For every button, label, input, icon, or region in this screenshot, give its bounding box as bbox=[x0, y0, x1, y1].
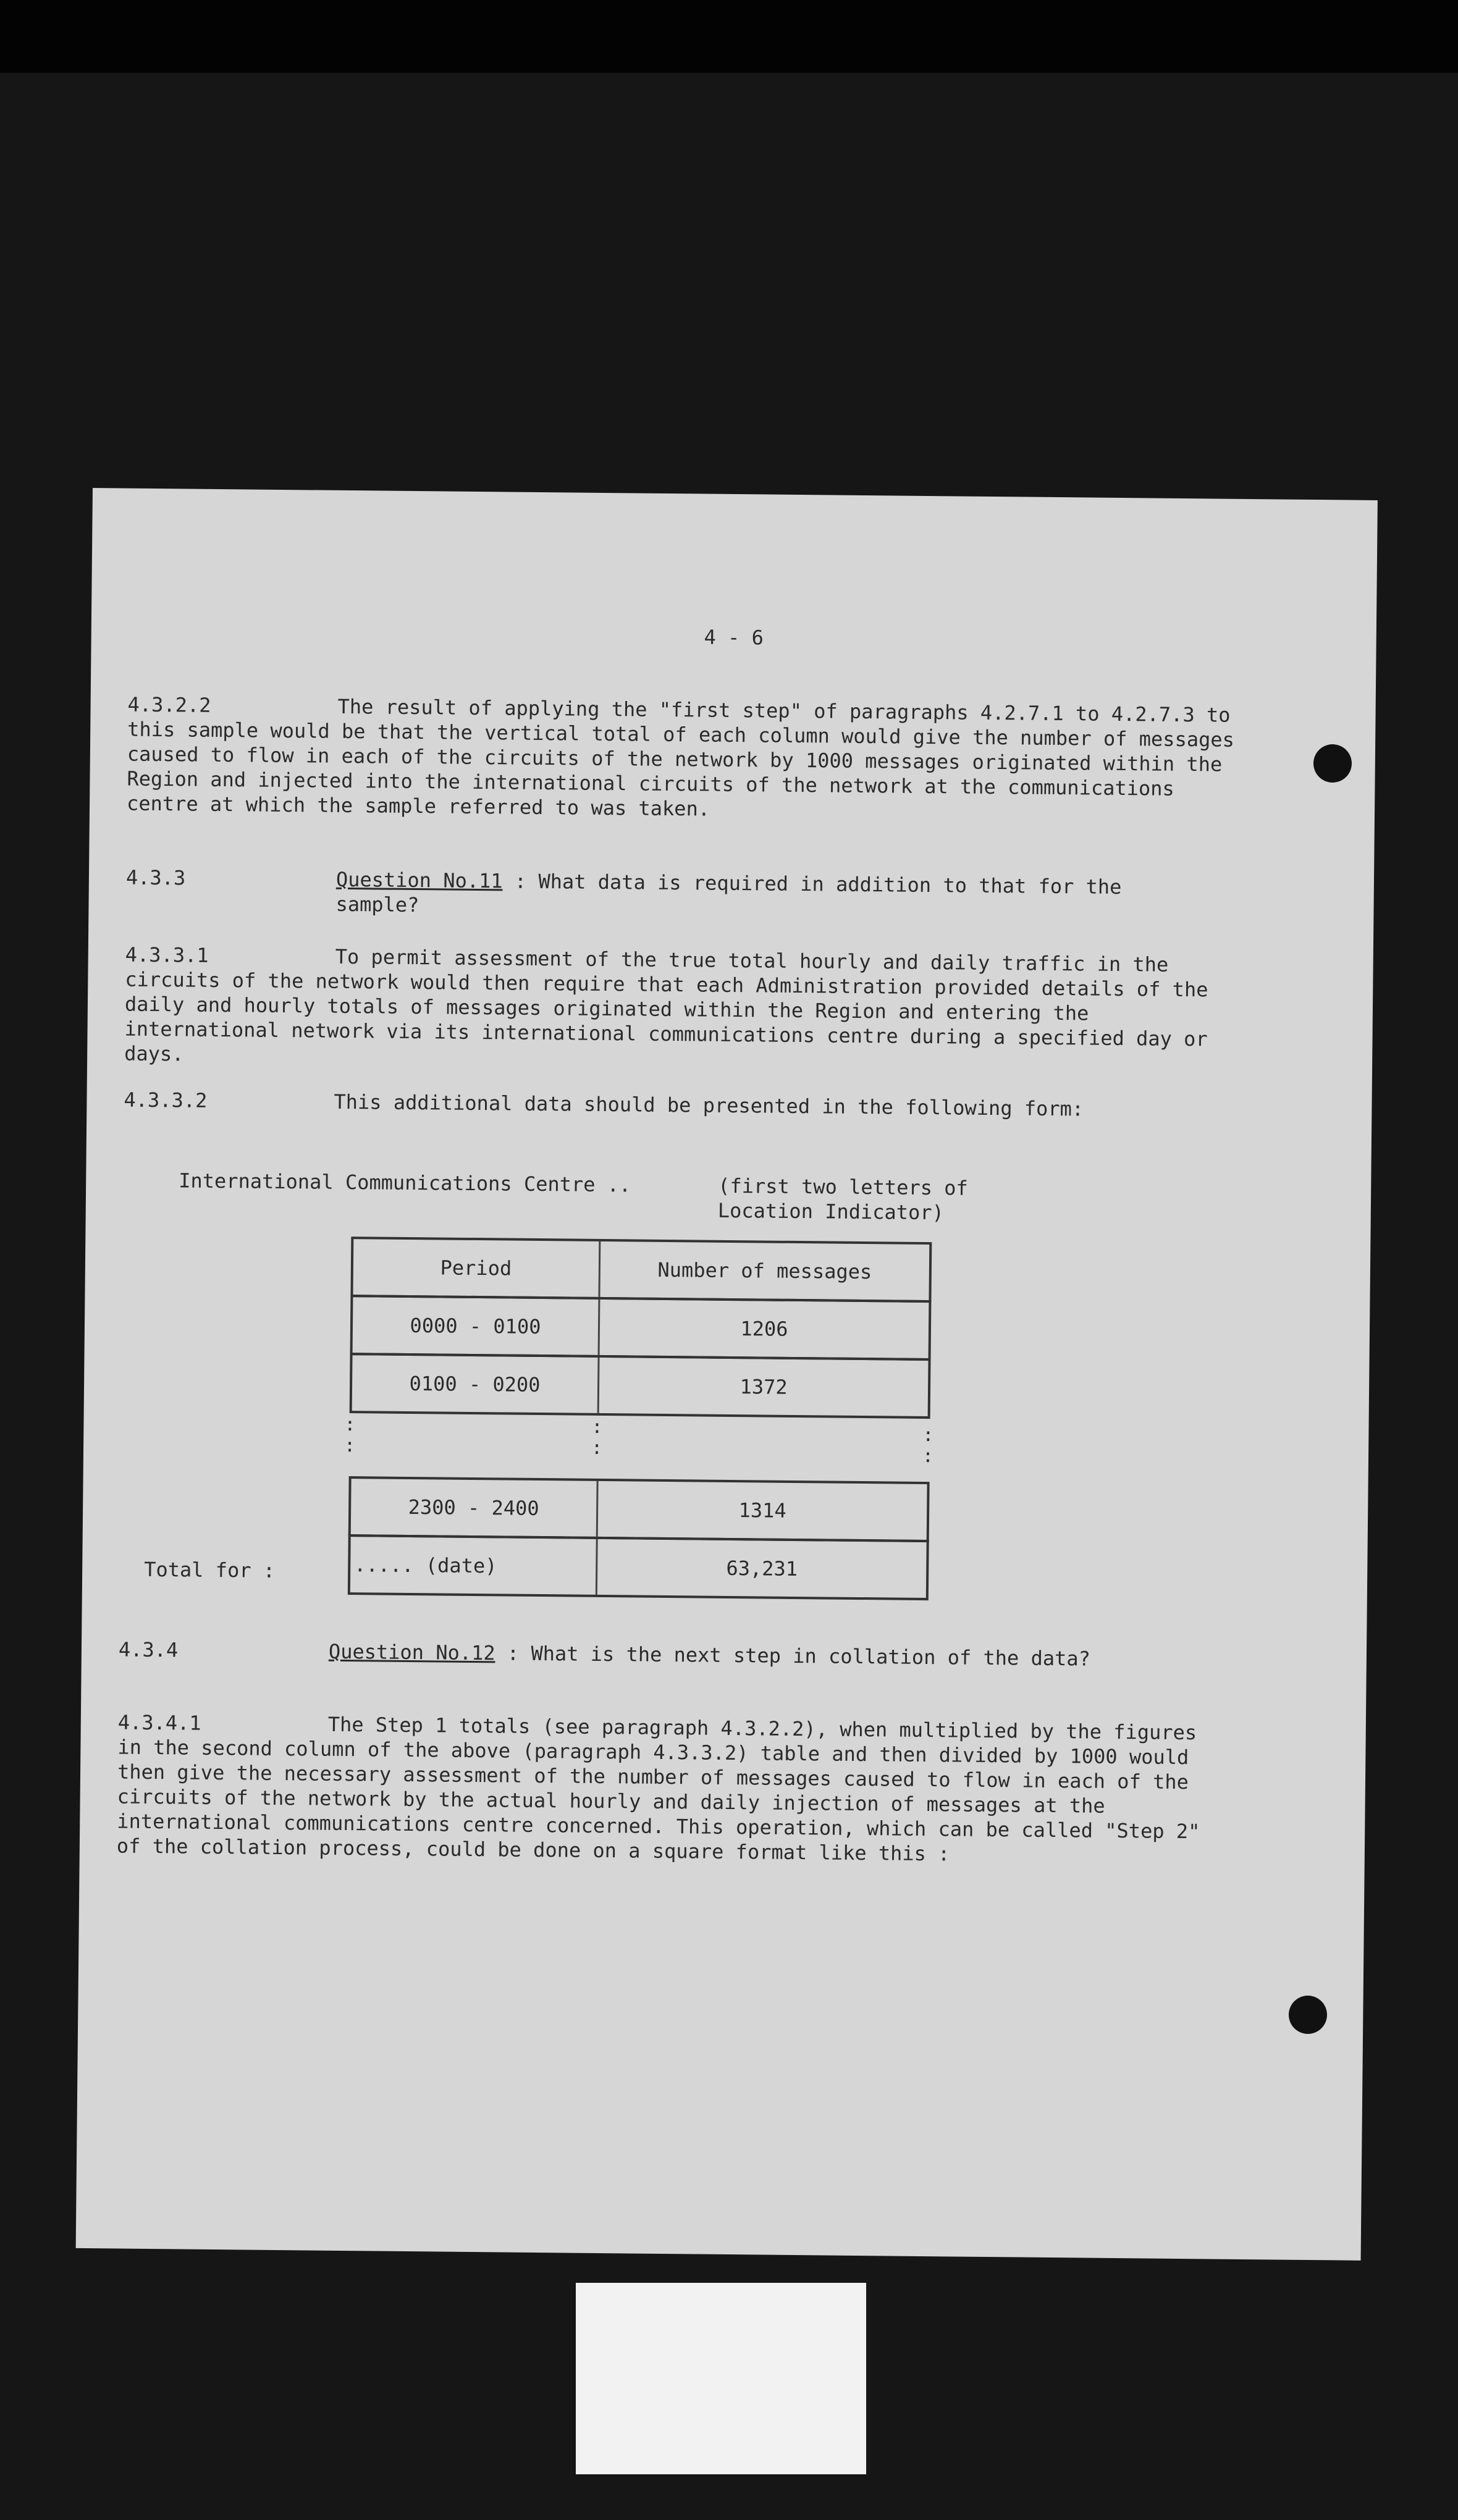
table-row bbox=[348, 1476, 930, 1542]
table-continuation-gap bbox=[343, 1413, 934, 1487]
continuation-dots-middle: : : bbox=[591, 1416, 603, 1459]
question-label: Question No.11 bbox=[335, 867, 503, 893]
messages-cell: 63,231 bbox=[726, 1556, 798, 1581]
messages-cell: 1372 bbox=[740, 1375, 788, 1399]
messages-table bbox=[343, 1237, 934, 1581]
icc-heading bbox=[179, 1168, 1044, 1232]
question-11 bbox=[125, 865, 1238, 925]
paragraph-text: To permit assessment of the true total hourly and daily traffic in the circuits of the network would then require that each Administration provided details of the daily and hourly totals of messages originated within the Region and entering the international network via its international communications centre during a specified day or days. bbox=[124, 944, 1208, 1066]
question-text: : What data is required in addition to that for the sample? bbox=[335, 869, 1122, 917]
paragraph-text: This additional data should be presented in the following form: bbox=[334, 1090, 1084, 1121]
table-row bbox=[350, 1295, 932, 1361]
question-12 bbox=[118, 1637, 1231, 1697]
question-number: 4.3.3 bbox=[125, 865, 186, 890]
question-text: : What is the next step in collation of the data? bbox=[495, 1641, 1091, 1671]
document-page bbox=[76, 488, 1378, 2261]
icc-label: International Communications Centre .. bbox=[179, 1169, 631, 1197]
paragraph-4-3-3-1 bbox=[124, 943, 1237, 1077]
period-cell: 0000 - 0100 bbox=[353, 1297, 600, 1355]
question-label: Question No.12 bbox=[328, 1639, 495, 1665]
continuation-dots-left: : : bbox=[343, 1413, 356, 1457]
period-cell: 0100 - 0200 bbox=[352, 1355, 600, 1413]
punch-hole-bottom bbox=[1289, 1996, 1327, 2034]
period-cell: ..... (date) bbox=[350, 1537, 598, 1595]
messages-cell: 1206 bbox=[740, 1317, 788, 1341]
continuation-dots-right: : : bbox=[922, 1424, 934, 1468]
paragraph-number: 4.3.4.1 bbox=[117, 1710, 201, 1735]
messages-cell: 1314 bbox=[738, 1498, 786, 1522]
paragraph-text: The Step 1 totals (see paragraph 4.3.2.2), when multiplied by the figures in the second column of the above (paragraph 4.3.3.2) table and then divided by 1000 would then give the necessary assessment of the number of messages caused to flow in each of the circuits of the network by the actual hourly and daily injection of messages at the international communications centre concerned. This operation, which can be called "Step 2" of the collation process, could be done on a square format like this : bbox=[116, 1712, 1200, 1866]
header-messages: Number of messages bbox=[657, 1258, 872, 1284]
total-label: Total for : bbox=[144, 1557, 276, 1582]
bottom-white-card bbox=[576, 2283, 866, 2474]
page-number: 4 - 6 bbox=[704, 625, 764, 650]
table-total-row bbox=[348, 1534, 929, 1600]
table-row bbox=[350, 1353, 931, 1419]
paragraph-number: 4.3.3.1 bbox=[125, 943, 209, 967]
period-cell: 2300 - 2400 bbox=[351, 1479, 599, 1537]
table-header-row bbox=[350, 1237, 932, 1303]
punch-hole-top bbox=[1313, 744, 1352, 783]
paragraph-text: The result of applying the "first step" of paragraphs 4.2.7.1 to 4.2.7.3 to this sample would be that the vertical total of each column would give the number of messages caused to flow in each of the circuits of the network by 1000 messages originated within the Region and injected into the international circuits of the network at the communications centre at which the sample referred to was taken. bbox=[126, 694, 1235, 821]
top-dark-band bbox=[0, 0, 1458, 73]
icc-note-line1: (first two letters of bbox=[718, 1174, 968, 1200]
icc-note-line2: Location Indicator) bbox=[717, 1198, 945, 1225]
paragraph-number: 4.3.2.2 bbox=[127, 692, 211, 717]
paragraph-4-3-2-2 bbox=[127, 692, 1240, 826]
question-number: 4.3.4 bbox=[118, 1637, 179, 1662]
paragraph-number: 4.3.3.2 bbox=[124, 1088, 208, 1112]
paragraph-4-3-4-1 bbox=[117, 1710, 1230, 1868]
paragraph-4-3-3-2 bbox=[124, 1088, 1236, 1123]
header-period: Period bbox=[353, 1239, 600, 1297]
